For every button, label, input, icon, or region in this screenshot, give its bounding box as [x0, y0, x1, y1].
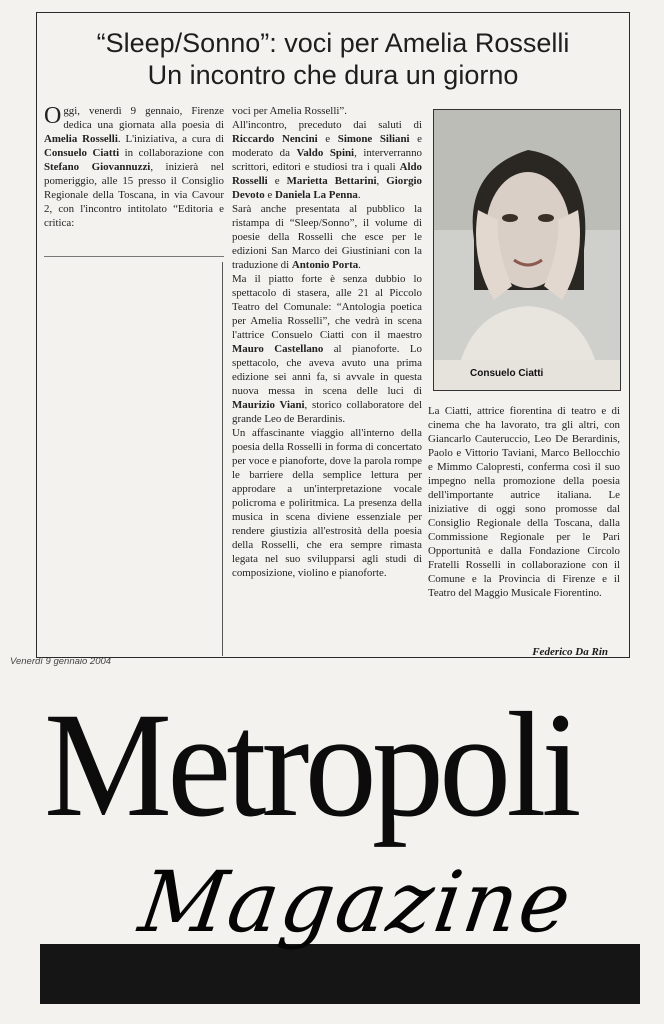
headline-line-2: Un incontro che dura un giorno — [147, 60, 519, 90]
article-column-3 — [428, 404, 620, 600]
photo-caption: Consuelo Ciatti — [470, 368, 544, 379]
column-divider-vertical — [222, 262, 223, 656]
column-3-text: La Ciatti, attrice fiorentina di teatro e di cinema che ha lavorato, tra gli altri, con Giancarlo Cauteruccio, Leo De Berardinis, Paolo e Vittorio Taviani, Marco Bellocchio e Mimmo Calopresti, conferma così il suo impegno nella promozione della poesia dell'importante autrice italiana. Le iniziative di oggi sono promosse dal Consiglio Regionale della Toscana, dalla Commissione Regionale per le Pari Opportunità e dalla Fondazione Circolo Fratelli Rosselli in collaborazione con il Comune e la Provincia di Firenze e il Teatro del Maggio Musicale Fiorentino. — [428, 405, 620, 599]
column-1-text: ggi, venerdì 9 gennaio, Firenze dedica una giornata alla poesia di Amelia Rosselli. L'iniziativa, a cura di Consuelo Ciatti in collaborazione con Stefano Giovannuzzi, inizierà nel pomeriggio, alle 15 presso il Consiglio Regionale della Toscana, in via Cavour 2, con l'incontro intitolato “Editoria e critica: — [44, 105, 225, 229]
article-column-2: voci per Amelia Rosselli”. All'incontro, preceduto dai saluti di Riccardo Nencini e Simone Siliani e moderato da Valdo Spini, interverranno scrittori, editori e studiosi tra i quali Aldo Rosselli e Marietta Bettarini, Giorgio Devoto e Daniela La Penna. Sarà anche presentata al pubblico la ristampa di “Sleep/Sonno”, il volume di poesie della Rosselli che esce per le edizioni San Marco dei Giustiniani con la traduzione di Antonio Porta. Ma il piatto forte è senza dubbio lo spettacolo di stasera, alle 21 al Piccolo Teatro del Comunale: “Antologia poetica per Amelia Rosselli”, che vedrà in scena l'attrice Consuelo Ciatti con il maestro Mauro Castellano al pianoforte. Lo spettacolo, che aveva avuto una prima edizione sei anni fa, si avvale in questa nuova messa in scena delle luci di Maurizio Viani, storico collaboratore del grande Leo de Berardinis. Un affascinante viaggio all'interno della poesia della Rosselli in forma di concertato per voce e pianoforte, dove la parola rompe le barriere della semplice lettura per approdare a un'interpretazione vocale policroma e poliritmica. La presenza della musica in scena diviene essenziale per rendere giustizia all'estrosità della poesia della Rosselli, che era sempre rimasta legata nel suo svilupparsi agli studi di composizione, violino e pianoforte. — [232, 105, 423, 579]
column-divider-horizontal — [44, 256, 224, 257]
article-column-1 — [44, 104, 224, 230]
headline-line-1: “Sleep/Sonno”: voci per Amelia Rosselli — [96, 28, 570, 58]
drop-cap: O — [44, 103, 62, 129]
portrait-photo — [433, 109, 621, 391]
masthead-title: Metropoli — [44, 682, 577, 848]
byline: Federico Da Rin — [532, 646, 608, 658]
dateline: Venerdì 9 gennaio 2004 — [10, 656, 112, 667]
masthead-subtitle: Magazine — [133, 853, 579, 951]
portrait-illustration — [434, 110, 621, 391]
